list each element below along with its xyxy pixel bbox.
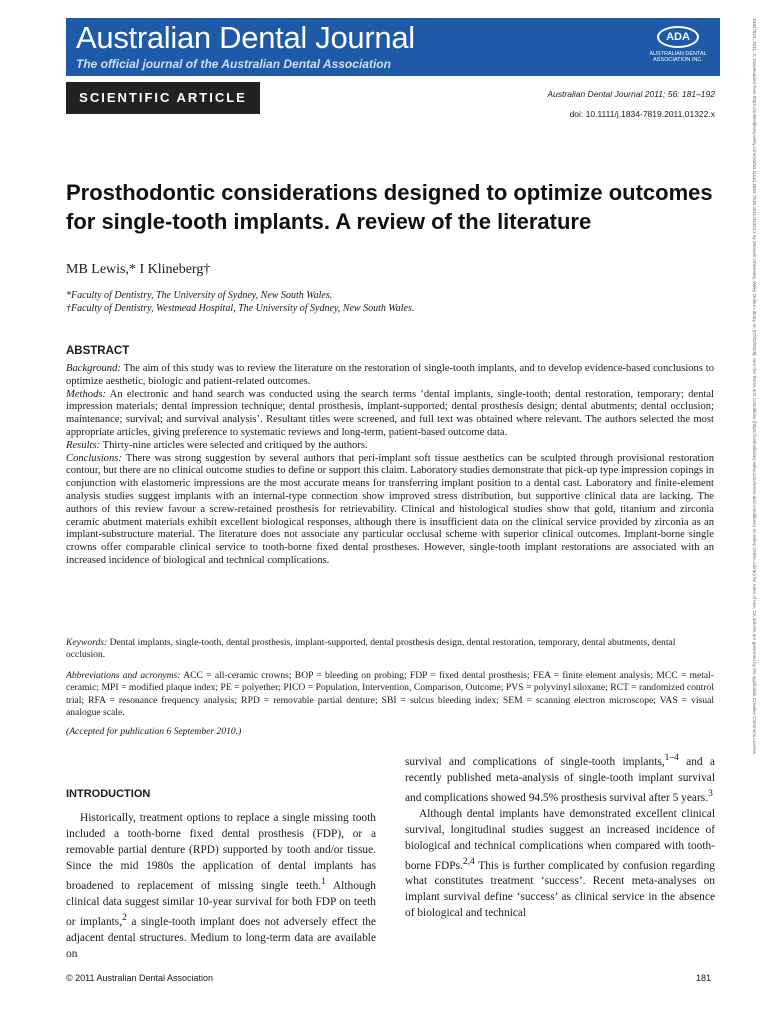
introduction-heading: INTRODUCTION xyxy=(66,788,151,800)
intro-paragraph-2 xyxy=(405,806,715,922)
methods-text: An electronic and hand search was conducted using the search terms ‘dental implants, single-tooth; dental restoration, temporary; dental impression materials; dental impression technique; dental prosthesis, implant-supported; dental prosthesis design; dental abutments; dental occlusion; maintenance; survival; and survival analysis’. Resultant titles were screened, and full text was obtained where relevant. The authors selected the most appropriate articles, giving preference to systematic reviews and long-term, patient-based outcome data. xyxy=(66,388,714,438)
abstract-heading: ABSTRACT xyxy=(66,345,130,357)
reference-sup: 3 xyxy=(708,788,713,799)
results-text: Thirty-nine articles were selected and critiqued by the authors. xyxy=(102,439,368,451)
accepted-date: (Accepted for publication 6 September 2010.) xyxy=(66,726,242,737)
abbreviations-label: Abbreviations and acronyms: xyxy=(66,670,181,681)
introduction-column-2 xyxy=(405,750,715,921)
affiliations xyxy=(66,289,414,315)
affiliation-2: †Faculty of Dentistry, Westmead Hospital, The University of Sydney, New South Wales. xyxy=(66,303,415,314)
keywords-label: Keywords: xyxy=(66,637,108,648)
article-title: Prosthodontic considerations designed to optimize outcomes for single-tooth implants. A review of the literature xyxy=(66,180,713,234)
intro-text: This is further complicated by confusion regarding what constitutes treatment ‘success’. Recent meta-analyses on implant survival define ‘success’ as clinical service in the absence of biological and technical xyxy=(405,859,716,920)
abstract-results xyxy=(66,440,714,453)
journal-citation: Australian Dental Journal 2011; 56: 181–192 xyxy=(547,89,715,99)
methods-label: Methods: xyxy=(66,388,107,400)
ada-logo-mark: ADA xyxy=(657,26,699,48)
abstract-methods xyxy=(66,389,714,440)
intro-text: Although dental implants have demonstrated excellent clinical survival, longitudinal studies suggest an increased incidence of biological and technical complications when compared with tooth-borne FDPs. xyxy=(405,807,715,872)
affiliation-1: *Faculty of Dentistry, The University of Sydney, New South Wales. xyxy=(66,290,333,301)
background-label: Background: xyxy=(66,363,121,374)
abbreviations-text: ACC = all-ceramic crowns; BOP = bleeding on probing; FDP = fixed dental prosthesis; FEA = finite element analysis; MCC = metal-ceramic; MPI = modified plaque index; PE = polyether; PICO = Population, Intervention, Comparison, Outcome; PVS = polyvinyl siloxane; RCT = randomized control trial; RFA = resonance frequency analysis; RPD = removable partial denture; SBI = sulcus bleeding index; SEM = scanning electron microscope; VAS = visual analogue scale. xyxy=(66,670,715,719)
reference-sup: 2,4 xyxy=(462,856,475,867)
download-side-note xyxy=(748,18,762,1008)
intro-text: Historically, treatment options to replace a single missing tooth included a tooth-borne fixed dental prosthesis (FDP), or a removable partial denture (RPD) supported by tooth and/or tissue. Since the mid 1980s the application of dental implants has broadened to replacement of missing single teeth. xyxy=(66,812,376,892)
authors: MB Lewis,* I Klineberg† xyxy=(66,262,211,277)
abstract-conclusions xyxy=(66,453,714,568)
download-side-note-text: 18347819, 2011, 2, Downloaded from https://onlinelibrary.wiley.com/doi/10.1111/j.1834-7819.2011.01322.x by Monash University, Wiley Online Library on [07/02/2025]. See the Terms and Conditions (https://onlinelibrary.wiley.com/terms-and-conditions) on Wiley Online Library for rules of use; OA articles are governed by the applicable Creative Commons License xyxy=(752,18,757,755)
copyright: © 2011 Australian Dental Association xyxy=(66,973,214,983)
reference-sup: 1–4 xyxy=(664,753,679,763)
page-number: 181 xyxy=(696,973,712,983)
ada-logo-subtext: AUSTRALIAN DENTAL ASSOCIATION INC. xyxy=(649,51,707,63)
journal-tagline: The official journal of the Australian Dental Association xyxy=(76,57,391,71)
reference-sup: 1 xyxy=(321,877,326,887)
keywords xyxy=(66,637,714,662)
citation-block xyxy=(547,84,715,124)
introduction-column-1 xyxy=(66,810,376,962)
conclusions-text: There was strong suggestion by several authors that peri-implant soft tissue aesthetics can be sculpted through provisional restoration contour, but there are no clinical outcome studies to define or support this claim. Laboratory studies demonstrate that pick-up type impression copings in conjunction with elastomeric impressions are the most accurate means for transferring implant position to a dental cast. Laboratory and finite-element analysis studies suggest implants with an internal-type connection show improved stress distribution, but supportive clinical data are lacking. The authors of this review favour a screw-retained prosthesis for retrievability. Clinical and histological studies show that gold, titanium and zirconia ceramic abutment materials exhibit excellent biological responses, although there is insufficient data on the clinical service provided by zirconia as an implant-substructure material. The literature does not associate any particular occlusal scheme with superior clinical outcomes. Implant-borne single crowns offer comparable clinical service to tooth-borne fixed dental prostheses. However, single-tooth implant restorations are associated with an increased incidence of biological and technical complications. xyxy=(66,452,714,566)
reference-sup: 2 xyxy=(122,912,127,923)
abstract-body xyxy=(66,363,714,568)
background-text: The aim of this study was to review the literature on the restoration of single-tooth implants, and to develop evidence-based conclusions to optimize aesthetic, biologic and patient-related outcomes. xyxy=(66,363,714,387)
intro-paragraph-1 xyxy=(66,810,376,962)
intro-text: a single-tooth implant does not adversely effect the adjacent dental structures. Medium to long-term data are available on xyxy=(66,915,376,960)
section-label: SCIENTIFIC ARTICLE xyxy=(66,82,260,114)
keywords-text: Dental implants, single-tooth, dental prosthesis, implant-supported, dental prosthesis design, dental restoration, temporary, dental abutments, dental occlusion. xyxy=(66,637,676,661)
intro-text: survival and complications of single-tooth implants, xyxy=(405,755,665,768)
intro-paragraph-1-cont xyxy=(405,750,715,806)
journal-masthead xyxy=(66,18,720,76)
abstract-background xyxy=(66,363,714,389)
ada-logo xyxy=(648,26,708,68)
journal-title: Australian Dental Journal xyxy=(76,20,415,55)
results-label: Results: xyxy=(66,439,101,451)
intro-text: Although clinical data suggest similar 10-year survival for both FDP on teeth or implants, xyxy=(66,879,376,928)
abbreviations xyxy=(66,670,714,720)
conclusions-label: Conclusions: xyxy=(66,452,122,464)
intro-text: and a recently published meta-analysis of single-tooth implant survival and complications showed 94.5% prosthesis survival after 5 years. xyxy=(405,755,715,804)
doi: doi: 10.1111/j.1834-7819.2011.01322.x xyxy=(569,109,715,119)
